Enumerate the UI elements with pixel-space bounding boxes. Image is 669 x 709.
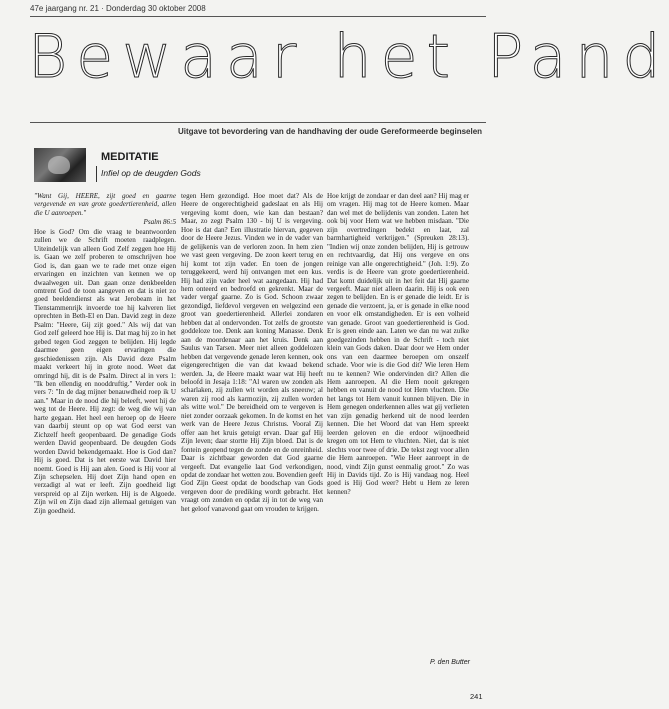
header-rule-top xyxy=(30,16,486,17)
opening-verse: "Want Gij, HEERE, zijt goed en gaarne vergevende en van grote goedertierenheid, allen die U aanroepen." xyxy=(34,192,176,217)
section-subtitle: Infiel op de deugden Gods xyxy=(101,168,201,178)
page-number: 241 xyxy=(470,692,483,701)
verse-reference: Psalm 86:5 xyxy=(143,218,176,227)
text-column-3 xyxy=(327,192,469,682)
meditation-photo xyxy=(34,148,86,182)
issue-line: 47e jaargang nr. 21 · Donderdag 30 oktober 2008 xyxy=(30,4,206,13)
section-title: MEDITATIE xyxy=(101,151,159,163)
text-column-1 xyxy=(34,192,176,682)
text-column-2 xyxy=(181,192,323,682)
section-divider xyxy=(96,166,97,182)
author-signature: P. den Butter xyxy=(430,659,470,666)
header-rule-bottom xyxy=(30,122,486,123)
masthead-subtitle: Uitgave tot bevordering van de handhaving der oude Gereformeerde beginselen xyxy=(178,127,483,136)
bird-image xyxy=(48,156,70,174)
column-2-body: tegen Hem gezondigd. Hoe moet dat? Als de Heere de ongerechtigheid gadeslaat en als Hij vergeving komt doen, wie kan dan bestaan? Maar, zo zegt Psalm 130 - bij U is vergeving. Hoe is dat dan? Een illustratie hiervan, gegeven door de Heere Jezus. Vinden we in de vader van de gelijkenis van de verloren zoon. In hem zien we vast geen vergeving. De zoon keert terug en hij komt tot zijn vader. En toen de jongen teruggekeerd, werd hij ontvangen met een kus. Hij had zijn vader heel wat aangedaan. Hij had hem onteerd en bedroefd en gekrenkt. Maar de vader vergaf gaarne. Zo is God. Schoon zwaar gezondigd, liefdevol vergeven en welgezind een groot van goedertierenheid. Allerlei zondaren hebben dat al ondervonden. Tot zelfs de grootste goddeloze toe. Denk aan koning Manasse. Denk aan de moordenaar aan het kruis. Denk aan Saulus van Tarsen. Meer niet alleen goddelozen hebben dat vergevende genade leren kennen, ook eigengerechtigen die van dat kwaad bekend werden. Ja, de Heere maakt waar wat Hij heeft beloofd in Jesaja 1:18: "Al waren uw zonden als scharlaken, zij zullen wit worden als sneeuw; al waren zij rood als karmozijn, zij zullen worden als witte wol." De bereidheid om te vergeven is niet zonder oorzaak gekomen. In de komst en het werk van de Heere Jezus Christus. Vooral Zij offer aan het kruis getuigt ervan. Daar gaf Hij Zijn leven; daar stortte Hij Zijn bloed. Dat is de fontein geopend tegen de zonde en de onreinheid. Daar is zichtbaar geworden dat God gaarne vergeeft. Dat evangelie laat God verkondigen, opdat de zondaar het wetten zou. Bovendien geeft God Zijn Geest opdat de boodschap van Gods vergeven door de prediking wordt gebracht. Het vraagt om zonden en opdat zij in tot de weg van het geloof vanavond gaat om vrouden te krijgen. xyxy=(181,192,323,513)
column-1-body: Hoe is God? Om die vraag te beantwoorden zullen we de Schrift moeten raadplegen. Uiteindelijk van alleen God Zelf zeggen hoe Hij is. Gaan we zelf proberen te omschrijven hoe God is, dan gaan we te rade met onze eigen ervaringen en inzichten van kennen we op dwaalwegen uit. Dan gaan onze denkbeelden omtrent God de toon aangeven en dat is niet zo goed beeldendienst als wat Jerobeam in het Tienstammenrijk invoerde toe hij kalveren liet oprechten in Beth-El en Dan. David zegt in deze Psalm: "Heere, Gij zijt goed." Als wij dat van God zelf geleerd hoe Hij is. Dat mag hij zo in het gebed tegen God zeggen te belijden. Hij legde daarmee geen eigen ervaringen die geschiedenissen zijn. Als David deze Psalm maakt verkeert hij in grote nood. Weet dat omringd hij, dit is de Psalm. Direct al in vers 1: "Ik ben ellendig en nooddruftig." Verder ook in vers 7: "In de dag mijner benauwdheid roep ik U aan." Maar in de nood die hij beleeft, weet hij de weg tot de Heere. Hij zegt: de weg die wij van harte gegaan. Het heel een heroep op de Heere van daarbij steunt op op wat God eerst van Zichzelf heeft geopenbaard. De genadige Gods werden David geopenbaard. De deugden Gods worden David bekendgemaakt. Hoe is God dan? Hij is goed. Dat is het eerste wat David hier noemt. Goed is Hij aan alen. Goed is Hij voor al Zijn schepselen. Hij doet Zijn hand open en verzadigt al wat er leeft. Zijn goedheid ligt verspreid op al Zijn werken. Hij is de Algoede. Zijn wil en Zijn daad zijn allemaal getuigen van Zijn goedheid. xyxy=(34,227,176,515)
column-3-body: Hoe krijgt de zondaar er dan deel aan? Hij mag er om vragen. Hij mag tot de Heere komen. Maar dan wel met de belijdenis van zonden. Laten het ook bij voor Hem wat we hebben misdaan. "Die zijn overtredingen bedekt en laat, zal barmhartigheid verkrijgen." (Spreuken 28:13). "Indien wij onze zonden belijden, Hij is getrouw en rechtvaardig, dat Hij ons vergeve en ons reinige van alle ongerechtigheid." (Joh. 1:9). Zo verdis is de Heere van grote goedertierenheid. Dat komt duidelijk uit in het feit dat Hij gaarne vergeeft. Maar niet alleen daarin. Hij is ook een zegen te belijden. En is er genade die leidt. Er is genade die verzoent, ja, er is genade in elke nood en voor elk omstandigheden. Er is een volheid van genade. Groot van goedertierenheid is God. Er is geen einde aan. Laten we dan nu wat zulke goedgezinden hebben in de Schrift - toch niet klein van Gods daken. Daar door we Hem onder ons van een daarmee beroepen om onszelf schade. Voor wie is die God dit? Wie leren Hem nu te kennen? Wie ondervinden dit? Allen die Hem aanroepen. Al die Hem nooit gekregen hebben en vanuit de nood tot Hem vluchten. Die het langs tot Hem vanuit kunnen blijven. Die in Hem genegen onderkennen alles wat gij verlieten van zijn genadig herkend uit de nood leerden kennen. Die het Woord dat van Hem spreekt leerden geloven en die erdoor wijnoedheid kregen om tot Hem te vluchten. Niet, dat is niet slechts voor twee of drie. De tekst zegt voor allen die Hem aanroepen. "Wie Heer aanroept in de nood, vindt Zijn gunst eenmalig groot." Zo was Hij in Davids tijd. Zo is Hij vandaag nog. Heel goed is Hij God weer? Hebt u Hem ze leren kennen? xyxy=(327,192,469,496)
masthead-title: Bewaar het Pand xyxy=(28,22,669,92)
